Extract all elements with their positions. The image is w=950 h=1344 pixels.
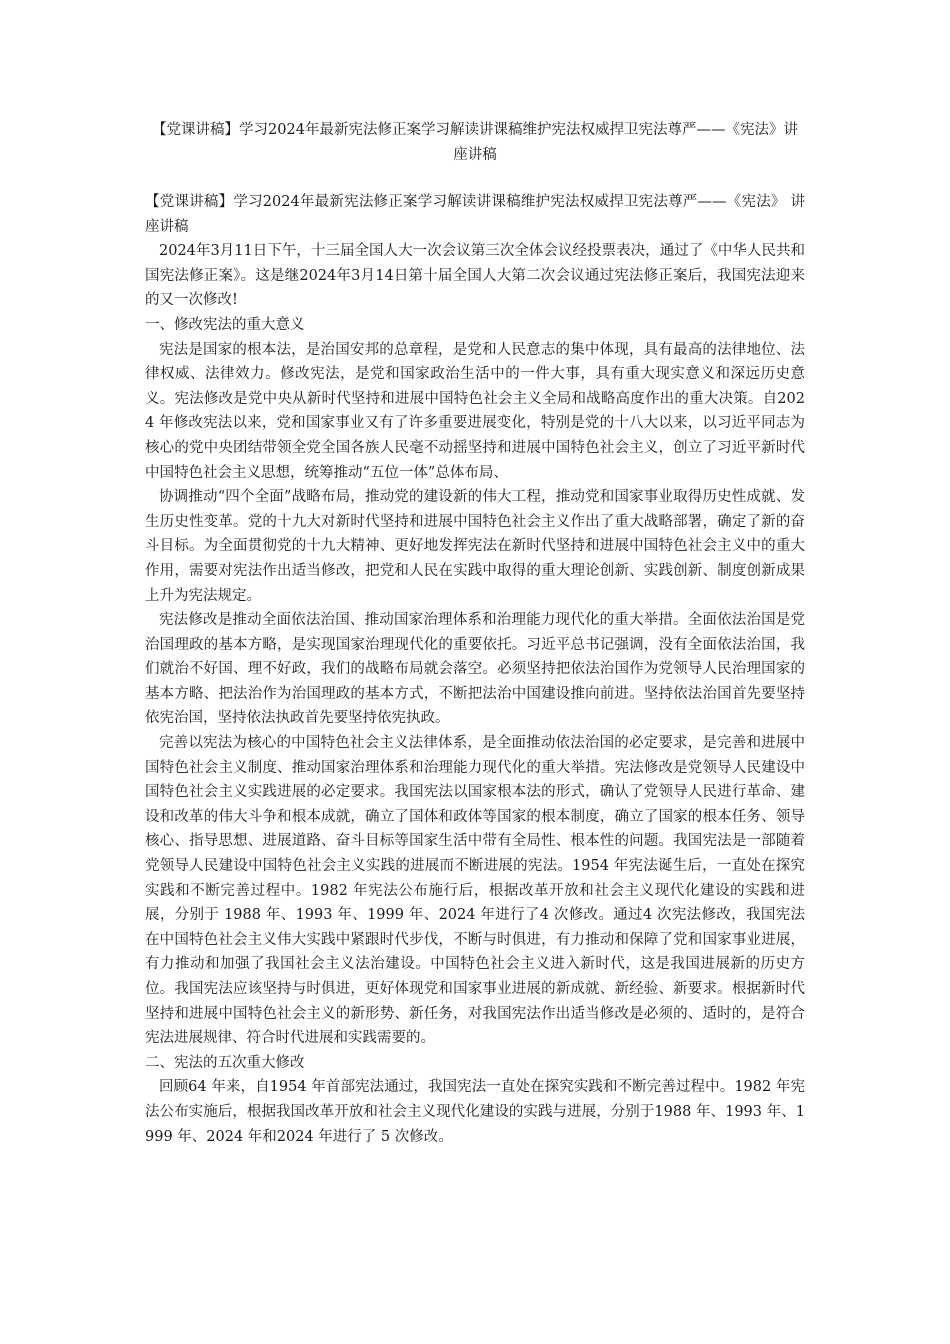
document-subtitle: 【党课讲稿】学习2024年最新宪法修正案学习解读讲课稿维护宪法权威捍卫宪法尊严——《宪法》 讲座讲稿: [145, 194, 805, 235]
paragraph-intro: 2024年3月11日下午，十三届全国人大一次会议第三次全体会议经投票表决，通过了《中华人民共和国宪法修正案》。这是继2024年3月14日第十届全国人大第二次会议通过宪法修正案后，我国宪法迎来的又一次修改!: [145, 243, 805, 309]
section-heading-2: 二、宪法的五次重大修改: [145, 1054, 305, 1071]
section-heading-1: 一、修改宪法的重大意义: [145, 316, 305, 333]
paragraph: 宪法修改是推动全面依法治国、推动国家治理体系和治理能力现代化的重大举措。全面依法治国是党治国理政的基本方略，是实现国家治理现代化的重要依托。习近平总书记强调，没有全面依法治国，我们就治不好国、理不好政，我们的战略布局就会落空。必须坚持把依法治国作为党领导人民治理国家的基本方略、把法治作为治国理政的基本方式，不断把法治中国建设推向前进。坚持依法治国首先要坚持依宪治国，坚持依法执政首先要坚持依宪执政。: [145, 612, 805, 727]
document-title: 【党课讲稿】学习2024年最新宪法修正案学习解读讲课稿维护宪法权威捍卫宪法尊严——《宪法》讲座讲稿: [152, 122, 798, 163]
document-page: [145, 118, 805, 1149]
paragraph: 回顾64 年来，自1954 年首部宪法通过，我国宪法一直处在探究实践和不断完善过程中。1982 年宪法公布实施后，根据我国改革开放和社会主义现代化建设的实践与进展，分别于1988 年、1993 年、1999 年、2024 年和2024 年进行了 5 次修改。: [145, 1079, 805, 1145]
paragraph: 宪法是国家的根本法，是治国安邦的总章程，是党和人民意志的集中体现，具有最高的法律地位、法律权威、法律效力。修改宪法，是党和国家政治生活中的一件大事，具有重大现实意义和深远历史意义。宪法修改是党中央从新时代坚持和进展中国特色社会主义全局和战略高度作出的重大决策。自2024 年修改宪法以来，党和国家事业又有了许多重要进展变化，特别是党的十八大以来，以习近平同志为核心的党中央团结带领全党全国各族人民毫不动摇坚持和进展中国特色社会主义，创立了习近平新时代中国特色社会主义思想，统筹推动“五位一体”总体布局、: [145, 341, 805, 481]
document-body: [145, 190, 805, 1149]
paragraph: 协调推动“四个全面”战略布局，推动党的建设新的伟大工程，推动党和国家事业取得历史性成就、发生历史性变革。党的十九大对新时代坚持和进展中国特色社会主义作出了重大战略部署，确定了新的奋斗目标。为全面贯彻党的十九大精神、更好地发挥宪法在新时代坚持和进展中国特色社会主义中的重大作用，需要对宪法作出适当修改，把党和人民在实践中取得的重大理论创新、实践创新、制度创新成果上升为宪法规定。: [145, 489, 805, 604]
paragraph: 完善以宪法为核心的中国特色社会主义法律体系，是全面推动依法治国的必定要求，是完善和进展中国特色社会主义制度、推动国家治理体系和治理能力现代化的重大举措。宪法修改是党领导人民建设中国特色社会主义实践进展的必定要求。我国宪法以国家根本法的形式，确认了党领导人民进行革命、建设和改革的伟大斗争和根本成就，确立了国体和政体等国家的根本制度，确立了国家的根本任务、领导核心、指导思想、进展道路、奋斗目标等国家生活中带有全局性、根本性的问题。我国宪法是一部随着党领导人民建设中国特色社会主义实践的进展而不断进展的宪法。1954 年宪法诞生后，一直处在探究实践和不断完善过程中。1982 年宪法公布施行后，根据改革开放和社会主义现代化建设的实践和进展，分别于 1988 年、1993 年、1999 年、2024 年进行了4 次修改。通过4 次宪法修改，我国宪法在中国特色社会主义伟大实践中紧跟时代步伐，不断与时俱进，有力推动和保障了党和国家事业进展，有力推动和加强了我国社会主义法治建设。中国特色社会主义进入新时代，这是我国进展新的历史方位。我国宪法应该坚持与时俱进，更好体现党和国家事业进展的新成就、新经验、新要求。根据新时代坚持和进展中国特色社会主义的新形势、新任务，对我国宪法作出适当修改是必须的、适时的，是符合宪法进展规律、符合时代进展和实践需要的。: [145, 735, 805, 1047]
